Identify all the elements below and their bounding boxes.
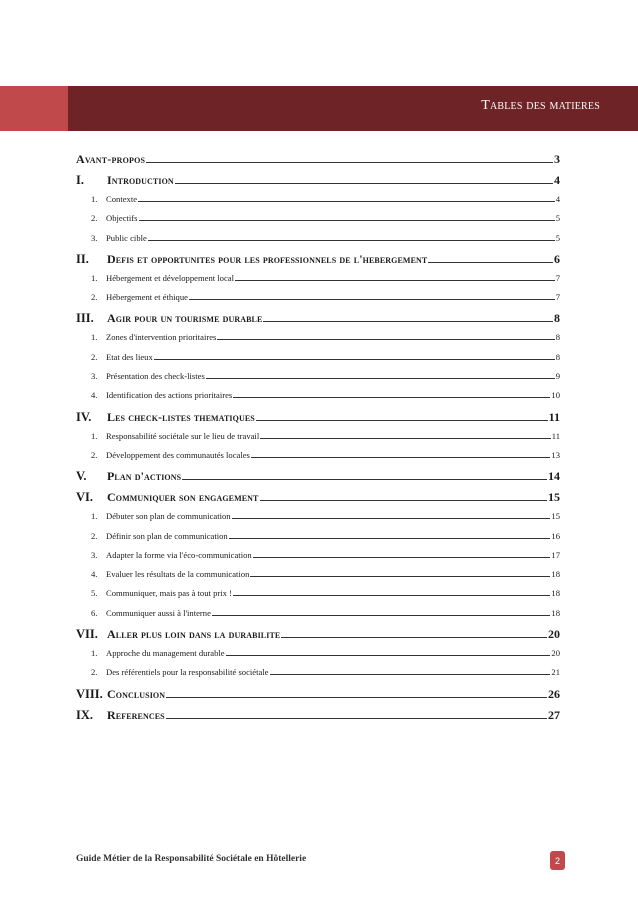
toc-entry-title: Introduction	[107, 173, 174, 187]
toc-section-entry[interactable]	[76, 708, 560, 729]
toc-page-number: 8	[555, 332, 560, 343]
toc-entry-number: II.	[76, 251, 89, 266]
toc-entry-title: Public cible	[106, 232, 147, 243]
toc-page-number: 8	[555, 351, 560, 362]
toc-entry-number: 4.	[91, 569, 98, 580]
toc-section-entry[interactable]	[76, 469, 560, 490]
toc-entry-number: 2.	[91, 449, 98, 460]
toc-page-number: 18	[551, 588, 560, 599]
toc-page-number: 8	[554, 311, 560, 326]
toc-leader-line	[232, 518, 551, 519]
toc-page-number: 4	[554, 173, 560, 187]
toc-entry-title: References	[107, 707, 165, 722]
toc-page-number: 27	[548, 707, 560, 722]
toc-entry-number: 2.	[91, 213, 98, 224]
toc-entry-number: 1.	[91, 272, 98, 283]
toc-entry-number: VIII.	[76, 686, 103, 701]
toc-leader-line	[256, 420, 548, 421]
toc-leader-line	[189, 299, 555, 300]
toc-page-number: 15	[551, 511, 560, 522]
toc-leader-line	[229, 538, 551, 539]
toc-entry-title: Etat des lieux	[106, 351, 153, 362]
toc-entry-title: Communiquer son engagement	[107, 490, 259, 505]
toc-subsection-entry[interactable]	[76, 608, 560, 627]
toc-subsection-entry[interactable]	[76, 550, 560, 569]
toc-subsection-entry[interactable]	[76, 194, 560, 213]
toc-leader-line	[270, 674, 551, 675]
toc-entry-number: 1.	[91, 648, 98, 659]
toc-leader-line	[166, 718, 547, 719]
toc-page-number: 21	[551, 667, 560, 678]
page-number-badge: 2	[550, 851, 565, 870]
toc-page-number: 15	[548, 490, 560, 505]
toc-entry-title: Avant-propos	[76, 152, 146, 166]
toc-entry-title: Adapter la forme via l'éco-communication	[106, 549, 252, 560]
toc-leader-line	[250, 576, 550, 577]
toc-page-number: 17	[551, 549, 560, 560]
toc-entry-number: 2.	[91, 292, 98, 303]
toc-leader-line	[226, 655, 551, 656]
toc-entry-number: 3.	[91, 549, 98, 560]
toc-subsection-entry[interactable]	[76, 511, 560, 530]
toc-page-number: 7	[555, 292, 560, 303]
toc-entry-title: Développement des communautés locales	[106, 449, 250, 460]
toc-entry-number: I.	[76, 173, 84, 187]
toc-entry-title: Plan d'actions	[107, 469, 182, 484]
toc-entry-number: 3.	[91, 371, 98, 382]
toc-page-number: 5	[555, 213, 560, 224]
toc-page-number: 3	[554, 152, 560, 166]
toc-page-number: 20	[551, 648, 560, 659]
toc-section-entry[interactable]	[76, 252, 560, 273]
toc-entry-title: Les check-listes thematiques	[107, 409, 255, 424]
toc-subsection-entry[interactable]	[76, 292, 560, 311]
toc-leader-line	[233, 397, 550, 398]
toc-entry-title: Communiquer, mais pas à tout prix !	[106, 588, 232, 599]
toc-subsection-entry[interactable]	[76, 450, 560, 469]
toc-entry-title: Définir son plan de communication	[106, 530, 228, 541]
toc-entry-number: 6.	[91, 607, 98, 618]
toc-entry-title: Aller plus loin dans la durabilite	[107, 627, 281, 642]
toc-leader-line	[148, 240, 555, 241]
toc-leader-line	[281, 637, 547, 638]
page-title: Tables des matieres	[481, 98, 600, 113]
toc-page-number: 11	[548, 409, 560, 424]
toc-entry-number: 1.	[91, 511, 98, 522]
toc-page-number: 5	[555, 232, 560, 243]
toc-page-number: 18	[551, 607, 560, 618]
toc-leader-line	[166, 697, 547, 698]
toc-page-number: 4	[555, 194, 560, 204]
toc-entry-number: VI.	[76, 490, 94, 505]
toc-subsection-entry[interactable]	[76, 569, 560, 588]
footer-title: Guide Métier de la Responsabilité Sociétale en Hôtellerie	[76, 854, 307, 864]
toc-page-number: 20	[548, 627, 560, 642]
toc-entry-title: Zones d'intervention prioritaires	[106, 332, 217, 343]
toc-entry-title: Agir pour un tourisme durable	[107, 311, 263, 326]
toc-page-number: 14	[548, 469, 560, 484]
toc-section-entry[interactable]	[76, 173, 560, 194]
toc-leader-line	[233, 595, 550, 596]
toc-subsection-entry[interactable]	[76, 588, 560, 607]
toc-entry-title: Communiquer aussi à l'interne	[106, 607, 211, 618]
toc-page-number: 11	[551, 430, 560, 441]
toc-entry-number: 1.	[91, 430, 98, 441]
toc-section-entry[interactable]	[76, 490, 560, 511]
toc-subsection-entry[interactable]	[76, 233, 560, 252]
toc-page-number: 18	[551, 569, 560, 580]
header-banner-accent	[0, 86, 68, 131]
toc-entry-title: Hébergement et développement local	[106, 272, 234, 283]
toc-subsection-entry[interactable]	[76, 371, 560, 390]
toc-page-number: 26	[548, 686, 560, 701]
toc-leader-line	[146, 162, 553, 163]
toc-subsection-entry[interactable]	[76, 273, 560, 292]
toc-entry-number: IV.	[76, 409, 92, 424]
toc-entry-number: III.	[76, 311, 94, 326]
toc-entry-title: Defis et opportunites pour les professionnels de l'hebergement	[107, 251, 428, 266]
toc-page-number: 10	[551, 390, 560, 401]
toc-leader-line	[175, 183, 553, 184]
toc-leader-line	[251, 457, 551, 458]
toc-entry-number: 4.	[91, 390, 98, 401]
toc-entry-number: 2.	[91, 351, 98, 362]
toc-subsection-entry[interactable]	[76, 531, 560, 550]
toc-leader-line	[212, 615, 551, 616]
toc-leader-line	[138, 201, 555, 202]
toc-leader-line	[428, 262, 553, 263]
toc-section-entry[interactable]	[76, 152, 560, 173]
toc-leader-line	[154, 359, 555, 360]
toc-page-number: 16	[551, 530, 560, 541]
toc-leader-line	[217, 339, 554, 340]
toc-subsection-entry[interactable]	[76, 213, 560, 232]
toc-leader-line	[260, 500, 548, 501]
toc-subsection-entry[interactable]	[76, 431, 560, 450]
toc-entry-number: IX.	[76, 707, 94, 722]
toc-entry-title: Débuter son plan de communication	[106, 511, 231, 522]
toc-entry-title: Approche du management durable	[106, 648, 225, 659]
toc-entry-title: Conclusion	[107, 686, 166, 701]
table-of-contents	[76, 152, 560, 729]
toc-entry-title: Contexte	[106, 194, 138, 204]
toc-entry-title: Objectifs	[106, 213, 138, 224]
toc-leader-line	[235, 280, 555, 281]
toc-subsection-entry[interactable]	[76, 390, 560, 409]
toc-entry-number: 1.	[91, 332, 98, 343]
toc-entry-number: 2.	[91, 530, 98, 541]
toc-section-entry[interactable]	[76, 687, 560, 708]
toc-entry-number: V.	[76, 469, 87, 484]
toc-entry-title: Responsabilité sociétale sur le lieu de travail	[106, 430, 260, 441]
toc-subsection-entry[interactable]	[76, 352, 560, 371]
toc-entry-number: 2.	[91, 667, 98, 678]
toc-entry-title: Evaluer les résultats de la communication	[106, 569, 250, 580]
toc-leader-line	[182, 479, 547, 480]
toc-section-entry[interactable]	[76, 311, 560, 332]
toc-entry-number: VII.	[76, 627, 98, 642]
toc-subsection-entry[interactable]	[76, 332, 560, 351]
toc-leader-line	[263, 321, 553, 322]
toc-page-number: 13	[551, 449, 560, 460]
toc-entry-number: 5.	[91, 588, 98, 599]
toc-subsection-entry[interactable]	[76, 667, 560, 686]
toc-entry-number: 1.	[91, 194, 98, 204]
toc-subsection-entry[interactable]	[76, 648, 560, 667]
toc-leader-line	[253, 557, 551, 558]
toc-entry-title: Présentation des check-listes	[106, 371, 205, 382]
toc-page-number: 7	[555, 272, 560, 283]
toc-leader-line	[260, 438, 551, 439]
toc-leader-line	[206, 378, 555, 379]
toc-entry-title: Hébergement et éthique	[106, 292, 188, 303]
toc-section-entry[interactable]	[76, 627, 560, 648]
toc-section-entry[interactable]	[76, 410, 560, 431]
toc-page-number: 9	[555, 371, 560, 382]
toc-page-number: 6	[554, 251, 560, 266]
toc-entry-title: Identification des actions prioritaires	[106, 390, 233, 401]
toc-entry-number: 3.	[91, 232, 98, 243]
toc-leader-line	[139, 220, 555, 221]
toc-entry-title: Des référentiels pour la responsabilité sociétale	[106, 667, 269, 678]
